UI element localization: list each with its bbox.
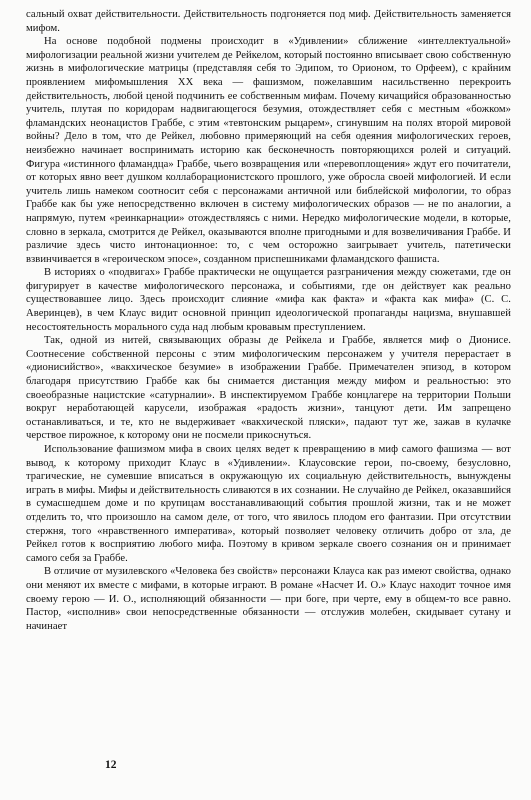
paragraph-6: В отличие от музилевского «Человека без свойств» персонажи Клауса как раз имеют свойства, однако они меняют их вместе с мифами, в которые играют. В романе «Насчет И. О.» Клаус находит точное имя своему герою — И. О., исполняющий обязанности — при боге, при черте, ему в общем-то все равно. Пастор, «исполнив» свои непосредственные обязанности — отслужив молебен, скидывает сутану и начинает (26, 566, 511, 632)
paragraph-4: Так, одной из нитей, связывающих образы де Рейкела и Граббе, является миф о Дионисе. Соотнесение собственной персоны с этим мифологическим персонажем у учителя перерастает в «дионисийство», «вакхическое безумие» в изображении Граббе. Примечателен эпизод, в котором благодаря присутствию Граббе как бы снимается дистанция между мифом и реальностью: это своеобразные нацистские «сатурналии». В инспектируемом Граббе концлагере на территории Польши вокруг неработающей карусели, изображая «радость жизни», танцуют дети. Им запрещено останавливаться, и те, кто не выдерживает «вакхической пляски», падают тут же, зажав в кулачке черствое пирожное, к которому они не посмели прикоснуться. (26, 335, 511, 442)
page-number: 12 (105, 759, 117, 771)
paragraph-5: Использование фашизмом мифа в своих целях ведет к превращению в миф самого фашизма — вот вывод, к которому приходит Клаус в «Удивлении». Клаусовские герои, по-своему, безусловно, трагические, не сумевшие вписаться в окружающую их социальную действительность, вынуждены играть в мифы. Мифы и действительность сливаются в их сознании. Не случайно де Рейкел, оказавшийся в сумасшедшем доме и по крупицам восстанавливающий события прошлой жизни, так и не может отделить то, что произошло на самом деле, от того, что явилось плодом его фантазии. При отсутствии стержня, того «нравственного императива», который позволяет человеку отличить добро от зла, де Рейкел готов к восприятию любого мифа. Поэтому в кривом зеркале своего сознания он и принимает самого себя за Граббе. (26, 444, 511, 564)
paragraph-3: В историях о «подвигах» Граббе практически не ощущается разграничения между сюжетами, где он фигурирует в качестве мифологического персонажа, и событиями, где он действует как реально существовавшее лицо. Здесь происходит слияние «мифа как факта» и «факта как мифа» (С. С. Аверинцев), в чем Клаус видит основной принцип идеологической пропаганды нацизма, внушавшей несостоятельность морального суда над любым кровавым преступлением. (26, 267, 511, 333)
paragraph-1: сальный охват действительности. Действительность подгоняется под миф. Действительность заменяется мифом. (26, 9, 511, 34)
paragraph-2: На основе подобной подмены происходит в «Удивлении» сближение «интеллектуальной» мифологизации реальной жизни учителем де Рейкелом, который постоянно вписывает свою собственную жизнь в мифологические матрицы (представляя себя то Эдипом, то Орионом, то Орфеем), с крайним проявлением мифомышления XX века — фашизмом, пожелавшим насильственно перекроить действительность, любой ценой подчинить ее собственным мифам. Почему кичащийся образованностью учитель, плутая по коридорам надвигающегося безумия, отождествляет себя с местным «божком» фламандских неонацистов Граббе, с этим «тевтонским рыцарем», сгинувшим на полях второй мировой войны? Дело в том, что де Рейкел, любовно примеряющий на себя одеяния мифологических героев, неизбежно начинает воспринимать историю как бесконечность повторяющихся ролей и ситуаций. Фигура «истинного фламандца» Граббе, чьего возвращения или «перевоплощения» ждут его почитатели, от которых явно веет душком коллаборационистского прошлого, уже обросла своей мифологией. И если учитель лишь намеком соотносит себя с персонажами античной или библейской мифологии, то образ Граббе как бы уже непосредственно включен в систему мифологических образов — не по аналогии, а напрямую, путем «реинкарнации» отождествляясь с ними. Нередко мифологические модели, в которые, словно в зеркала, смотрится де Рейкел, оказываются вполне пригодными и для возвеличивания Граббе. И различие здесь чисто интонационное: то, с чем осторожно заигрывает учитель, патетически взвинчивается в «героическом эпосе», созданном приспешниками фламандского фашиста. (26, 36, 511, 265)
page-body-text (26, 8, 511, 633)
